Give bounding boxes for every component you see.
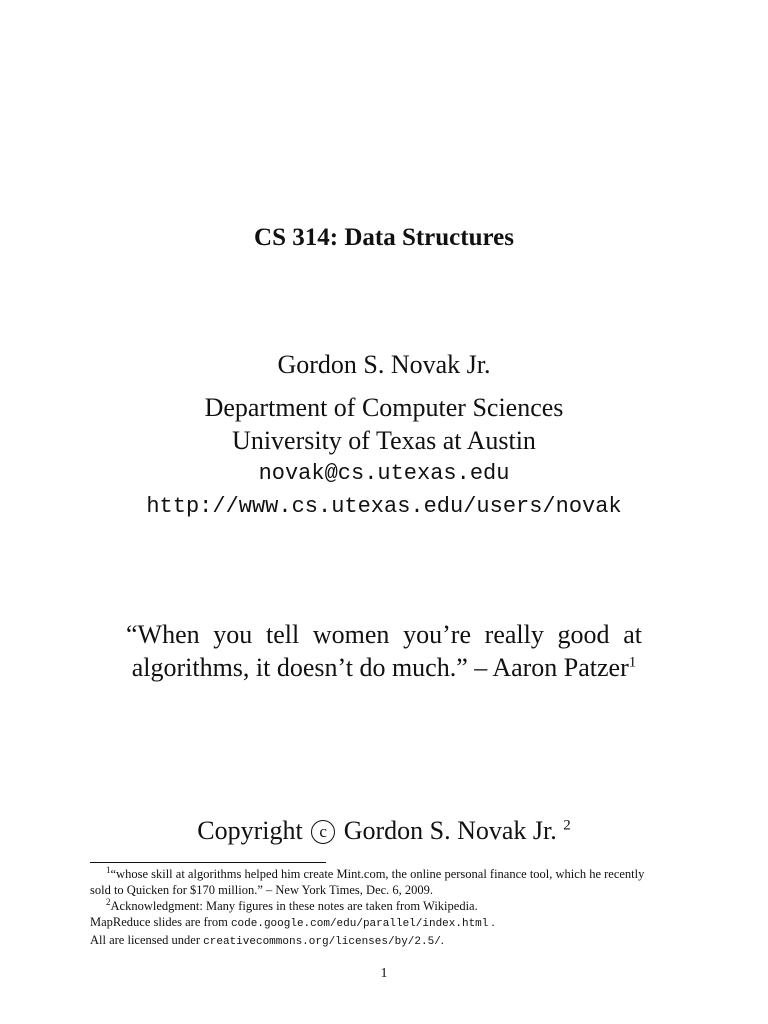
footnote-mark-2: 2 bbox=[563, 817, 571, 834]
footnote-1-line-2: sold to Quicken for $170 million.” – New York Times, Dec. 6, 2009. bbox=[90, 883, 434, 897]
university: University of Texas at Austin bbox=[232, 426, 536, 455]
quote-line-1: “When you tell women you’re really good at bbox=[126, 620, 642, 649]
footnotes bbox=[90, 866, 690, 950]
license-link[interactable]: creativecommons.org/licenses/by/2.5/ bbox=[203, 936, 441, 948]
epigraph-quote bbox=[126, 618, 642, 684]
author-name: Gordon S. Novak Jr. bbox=[277, 350, 491, 379]
footnote-2-line-2-prefix: MapReduce slides are from bbox=[90, 915, 228, 929]
footnote-mark-1: 1 bbox=[628, 654, 637, 671]
copyright-symbol-icon: c bbox=[311, 820, 335, 844]
footnote-2-line-3-suffix: . bbox=[440, 933, 444, 947]
department: Department of Computer Sciences bbox=[204, 393, 564, 422]
copyright-prefix: Copyright bbox=[197, 816, 303, 845]
author-block bbox=[0, 348, 768, 523]
footnote-1-line-1 bbox=[90, 866, 690, 882]
author-url: http://www.cs.utexas.edu/users/novak bbox=[146, 494, 622, 519]
footnote-2-line-2 bbox=[90, 914, 690, 932]
quote-line-2-text: algorithms, it doesn’t do much.” – Aaron Patzer bbox=[131, 653, 629, 682]
footnote-2-line-2-suffix: . bbox=[491, 915, 495, 929]
footnote-2-text-1: Acknowledgment: Many figures in these notes are taken from Wikipedia. bbox=[110, 899, 478, 913]
footnote-1-text-1: “whose skill at algorithms helped him create Mint.com, the online personal finance tool, which he recently bbox=[110, 867, 645, 881]
page-title: CS 314: Data Structures bbox=[254, 224, 514, 251]
author-email: novak@cs.utexas.edu bbox=[258, 461, 510, 486]
copyright-line bbox=[0, 816, 768, 846]
footnote-2-line-3 bbox=[90, 932, 690, 950]
copyright-holder: Gordon S. Novak Jr. bbox=[343, 816, 557, 845]
footnote-2-line-3-prefix: All are licensed under bbox=[90, 933, 201, 947]
footnote-2-line-1 bbox=[90, 898, 690, 914]
page-number: 1 bbox=[380, 966, 388, 981]
footnote-2-mark: 2 bbox=[106, 896, 111, 907]
footnote-rule bbox=[90, 862, 326, 863]
mapreduce-link[interactable]: code.google.com/edu/parallel/index.html bbox=[230, 918, 489, 930]
footnote-1-mark: 1 bbox=[106, 864, 111, 875]
quote-line-2 bbox=[126, 651, 642, 684]
